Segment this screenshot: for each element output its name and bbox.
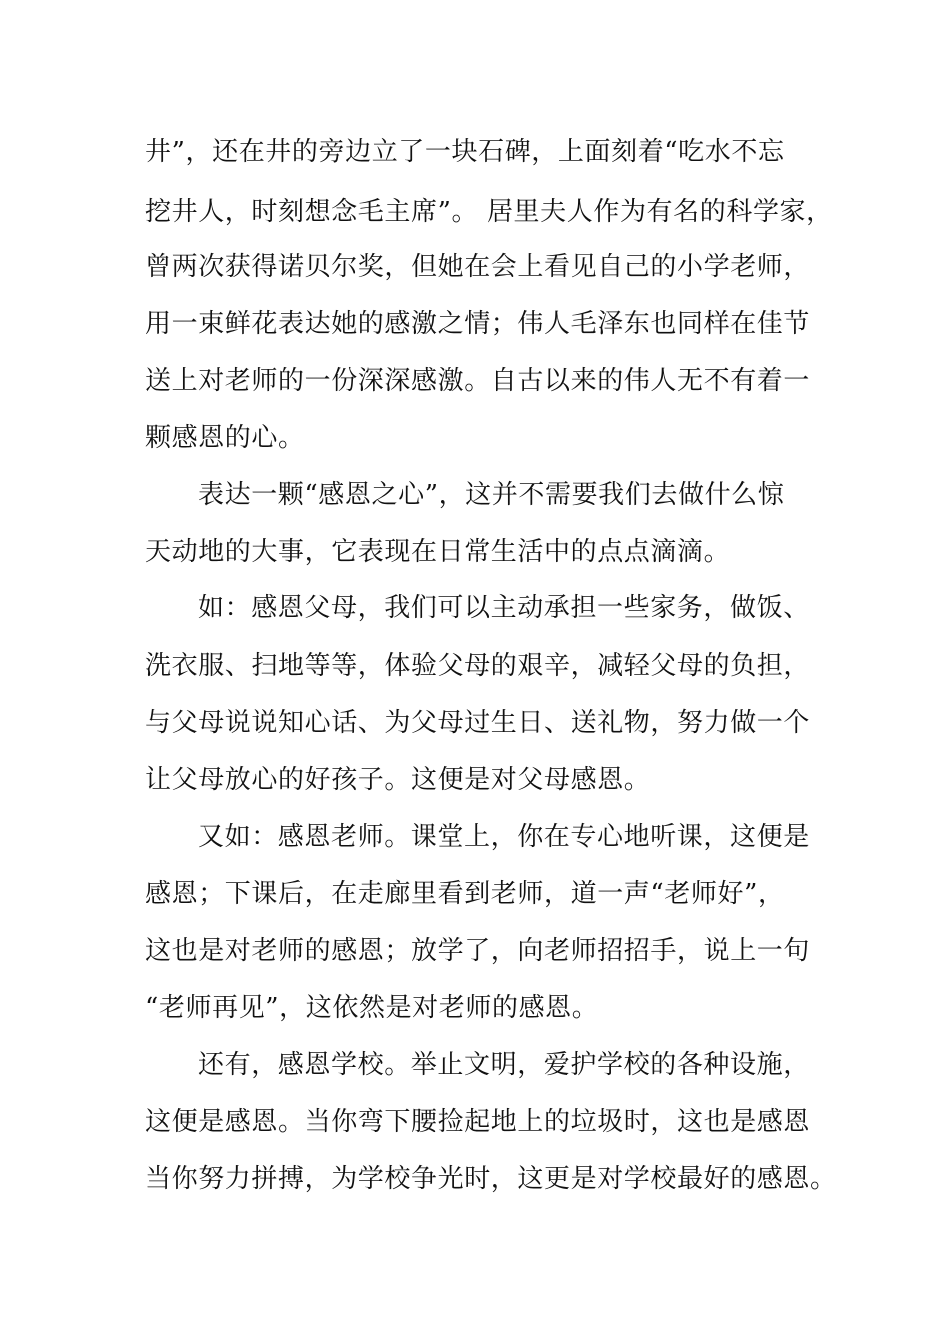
text-line: 感恩；下课后，在走廊里看到老师，道一声“老师好”， xyxy=(145,879,785,909)
text-line: 曾两次获得诺贝尔奖，但她在会上看见自己的小学老师， xyxy=(145,252,811,282)
text-line: 天动地的大事，它表现在日常生活中的点点滴滴。 xyxy=(145,537,731,567)
paragraph-first-line: 如：感恩父母，我们可以主动承担一些家务，做饭、 xyxy=(198,593,810,623)
text-line: 送上对老师的一份深深感激。自古以来的伟人无不有着一 xyxy=(145,366,811,396)
text-line: 用一束鲜花表达她的感激之情；伟人毛泽东也同样在佳节 xyxy=(145,309,811,339)
paragraph-first-line: 表达一颗“感恩之心”，这并不需要我们去做什么惊 xyxy=(198,480,785,510)
text-line: 颗感恩的心。 xyxy=(145,423,305,453)
text-line: 这便是感恩。当你弯下腰捡起地上的垃圾时，这也是感恩 xyxy=(145,1107,811,1137)
text-line: 与父母说说知心话、为父母过生日、送礼物，努力做一个 xyxy=(145,708,811,738)
paragraph-first-line: 又如：感恩老师。课堂上，你在专心地听课，这便是 xyxy=(198,822,810,852)
text-line: 当你努力拼搏，为学校争光时，这更是对学校最好的感恩。 xyxy=(145,1164,837,1194)
text-line: 让父母放心的好孩子。这便是对父母感恩。 xyxy=(145,765,651,795)
text-line: 挖井人，时刻想念毛主席”。 居里夫人作为有名的科学家， xyxy=(145,197,833,227)
paragraph-first-line: 还有，感恩学校。举止文明，爱护学校的各种设施， xyxy=(198,1050,810,1080)
text-line: 这也是对老师的感恩；放学了，向老师招招手，说上一句 xyxy=(145,936,811,966)
text-line: 洗衣服、扫地等等，体验父母的艰辛，减轻父母的负担， xyxy=(145,651,811,681)
text-line: “老师再见”，这依然是对老师的感恩。 xyxy=(145,993,599,1023)
text-line: 井”，还在井的旁边立了一块石碑，上面刻着“吃水不忘 xyxy=(145,137,785,167)
